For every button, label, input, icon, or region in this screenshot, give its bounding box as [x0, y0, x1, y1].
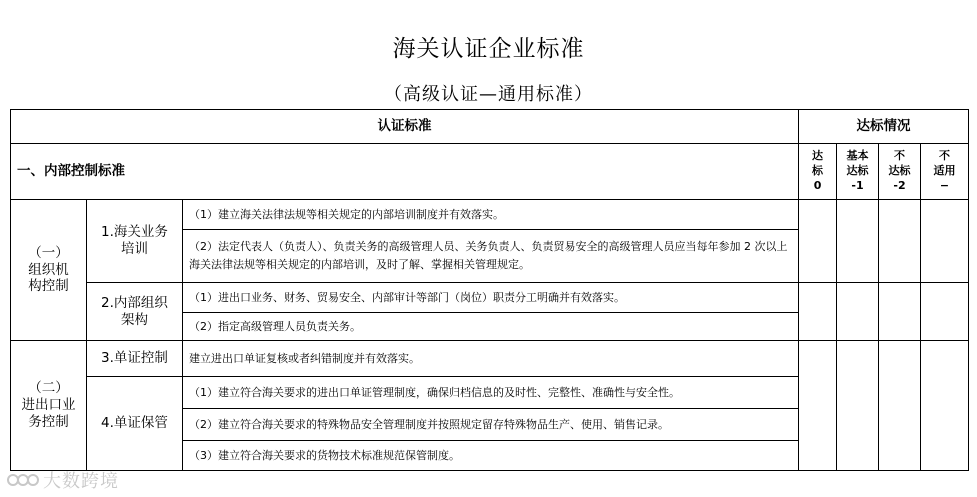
- rating-cell: [879, 283, 921, 341]
- rating-cell: [921, 200, 969, 283]
- standard-item: （3）建立符合海关要求的货物技术标准规范保管制度。: [183, 441, 799, 471]
- section-title: 一、内部控制标准: [11, 144, 799, 200]
- watermark: [6, 467, 119, 493]
- rating-cell: [921, 283, 969, 341]
- rating-cell: [837, 200, 879, 283]
- subgroup-org-structure: 2.内部组织 架构: [87, 283, 183, 341]
- standard-item: （1）建立符合海关要求的进出口单证管理制度，确保归档信息的及时性、完整性、准确性与安全性。: [183, 377, 799, 409]
- subgroup-doc-control: 3.单证控制: [87, 341, 183, 377]
- standard-item: （2）建立符合海关要求的特殊物品安全管理制度并按照规定留存特殊物品生产、使用、销售记录。: [183, 409, 799, 441]
- standard-item: （1）建立海关法律法规等相关规定的内部培训制度并有效落实。: [183, 200, 799, 230]
- header-compliance: 达标情况: [799, 110, 969, 144]
- rating-cell: [879, 341, 921, 471]
- rating-col-na: 不 适用 −: [921, 144, 969, 200]
- rating-cell: [799, 200, 837, 283]
- rating-cell: [799, 283, 837, 341]
- group-io-control: （二） 进出口业 务控制: [11, 341, 87, 471]
- watermark-text: 大数跨境: [43, 471, 119, 492]
- rating-col-noncompliant: 不 达标 -2: [879, 144, 921, 200]
- rating-col-basic: 基本 达标 -1: [837, 144, 879, 200]
- standard-item: （2）指定高级管理人员负责关务。: [183, 313, 799, 341]
- standard-item: （1）进出口业务、财务、贸易安全、内部审计等部门（岗位）职责分工明确并有效落实。: [183, 283, 799, 313]
- header-standard: 认证标准: [11, 110, 799, 144]
- rating-cell: [799, 341, 837, 471]
- standards-table: [10, 109, 969, 471]
- subgroup-doc-storage: 4.单证保管: [87, 377, 183, 471]
- watermark-logo-icon: [6, 470, 40, 490]
- standard-item: （2）法定代表人（负责人）、负责关务的高级管理人员、关务负责人、负责贸易安全的高级管理人员应当每年参加 2 次以上海关法律法规等相关规定的内部培训，及时了解、掌握相关管理规定。: [183, 230, 799, 283]
- group-org-control: （一） 组织机 构控制: [11, 200, 87, 341]
- rating-col-compliant: 达 标 0: [799, 144, 837, 200]
- rating-cell: [837, 283, 879, 341]
- rating-cell: [879, 200, 921, 283]
- document-subtitle: （高级认证—通用标准）: [384, 84, 593, 105]
- standard-item: 建立进出口单证复核或者纠错制度并有效落实。: [183, 341, 799, 377]
- rating-cell: [921, 341, 969, 471]
- subgroup-training: 1.海关业务 培训: [87, 200, 183, 283]
- rating-cell: [837, 341, 879, 471]
- document-title: 海关认证企业标准: [392, 36, 585, 62]
